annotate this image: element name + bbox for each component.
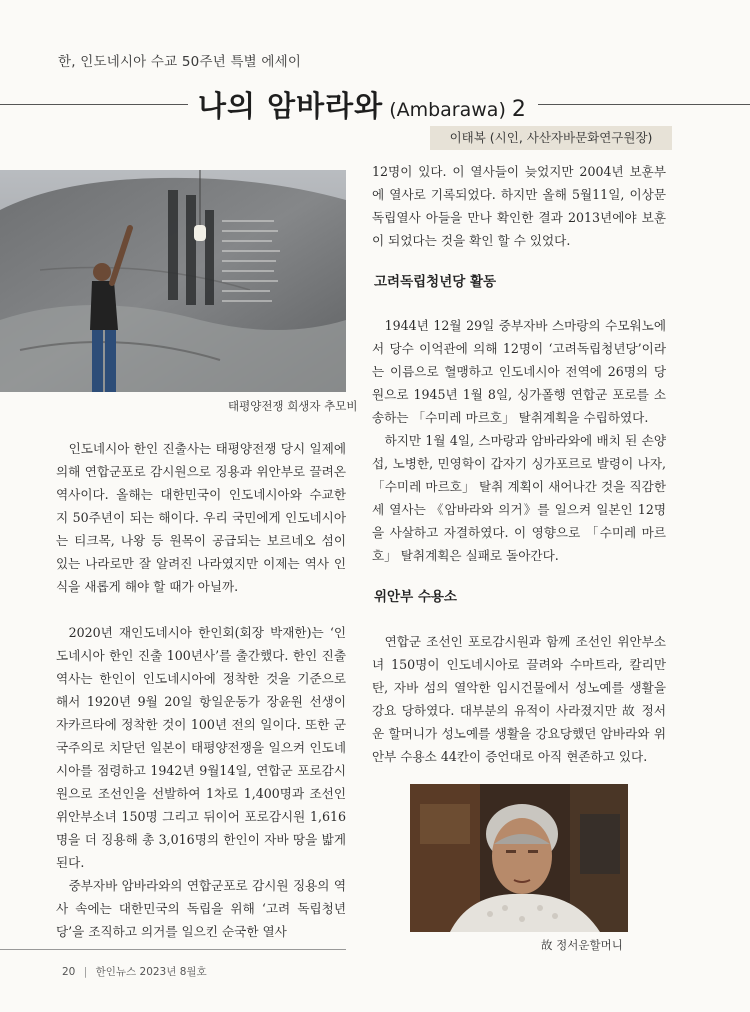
right-column-middle [372,314,666,567]
left-paragraph-1: 인도네시아 한인 진출사는 태평양전쟁 당시 일제에 의해 연합군포로 감시원으로 징용과 위안부로 끌려온 역사이다. 올해는 대한민국이 인도네시아와 수교한 지 50주년이 되는 해이다. 우리 국민에게 인도네시아는 티크목, 나왕 등 원목이 공급되는 보르네오 섬이 있는 나라로만 잘 알려진 나라였지만 이제는 역사 인식을 새롭게 해야 할 때가 아닐까. [56,441,346,594]
series-label: 한, 인도네시아 수교 50주년 특별 에세이 [58,54,302,70]
right-paragraph-2: 1944년 12월 29일 중부자바 스마랑의 수모워노에서 당수 이억관에 의해 12명이 ‘고려독립청년당’이라는 이름으로 혈맹하고 인도네시아 전역에 26명의 당원으로 1945년 1월 8일, 싱가폴행 연합군 포로를 소송하는 「수미레 마르호」 탈취계획을 수립하였다. [372,318,666,425]
page-footer [62,964,207,979]
footer-rule [0,949,346,950]
title-korean: 나의 암바라와 [198,89,384,123]
right-column-top [372,160,666,252]
left-column [56,437,346,943]
author-box: 이태복 (시인, 사산자바문화연구원장) [430,126,672,150]
right-paragraph-4: 연합군 조선인 포로감시원과 함께 조선인 위안부소녀 150명이 인도네시아로 끌려와 수마트라, 칼리만탄, 자바 섬의 열악한 임시건물에서 성노예를 생활을 강요 당하였다. 대부분의 유적이 사라졌지만 故 정서운 할머니가 성노예를 생활을 강요당했던 암바라와 위안부 수용소 44칸이 증언대로 아직 현존하고 있다. [372,634,666,764]
right-paragraph-1: 12명이 있다. 이 열사들이 늦었지만 2004년 보훈부에 열사로 기록되었다. 하지만 올해 5월11일, 이상문 독립열사 아들을 만나 확인한 결과 2013년에야 보훈이 되었다는 것을 확인 할 수 있었다. [372,164,666,248]
right-paragraph-3: 하지만 1월 4일, 스마랑과 암바라와에 배치 된 손양섭, 노병한, 민영학이 갑자기 싱가포르로 발령이 나자, 「수미레 마르호」 탈취 계획이 새어나간 것을 직감한 세 열사는 《암바라와 의거》를 일으켜 일본인 12명을 사살하고 자결하였다. 이 영향으로 「수미레 마르호」 탈취계획은 실패로 돌아간다. [372,433,666,563]
memorial-caption: 태평양전쟁 희생자 추모비 [228,399,358,413]
title-rule-right [538,104,750,105]
left-paragraph-2: 2020년 재인도네시아 한인회(회장 박재한)는 ‘인도네시아 한인 진출 100년사’를 출간했다. 한인 진출 역사는 한인이 인도네시아에 정착한 것을 기준으로 해서 1920년 9월 20일 항일운동가 장윤원 선생이 자카르타에 정착한 것이 100년 전의 일이다. 또한 군국주의로 치닫던 일본이 태평양전쟁을 일으켜 인도네시아를 점령하고 1942년 9월14일, 연합군 포로감시원으로 조선인을 선발하여 1차로 1,400명과 조선인 위안부소녀 150명 그리고 뒤이어 포로감시원 1,616명을 더 징용해 총 3,016명의 한인이 자바 땅을 밟게 된다. [56,625,346,870]
title-rule-left [0,104,188,105]
memorial-photo [0,170,346,392]
section-heading-comfort-station: 위안부 수용소 [374,589,457,605]
right-column-bottom [372,630,666,768]
section-heading-independence-party: 고려독립청년당 활동 [374,274,497,290]
page-number: 20 [62,966,76,978]
article-title [198,84,526,125]
left-paragraph-3: 중부자바 암바라와의 연합군포로 감시원 징용의 역사 속에는 대한민국의 독립을 위해 ‘고려 독립청년당’을 조직하고 의거를 일으킨 순국한 열사 [56,878,346,939]
footer-separator: | [83,966,88,978]
title-english: (Ambarawa) [389,99,506,121]
portrait-photo [410,784,628,932]
portrait-caption: 故 정서운할머니 [541,938,623,952]
title-part-number: 2 [511,97,526,122]
publication-name: 한인뉴스 2023년 8월호 [95,966,207,978]
